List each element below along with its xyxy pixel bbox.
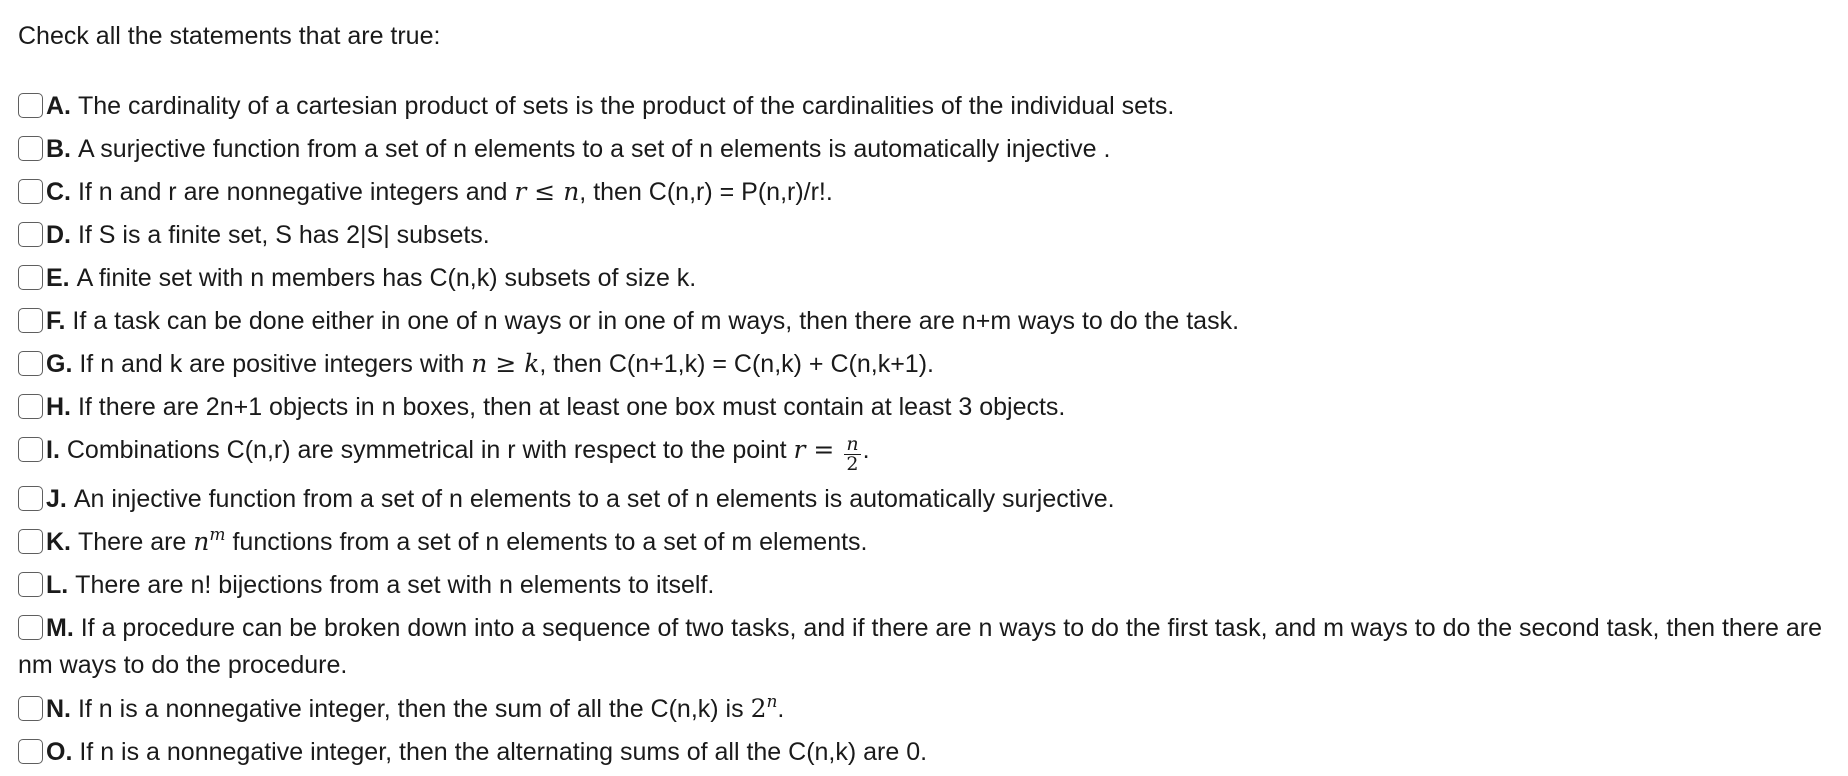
option-text: If n and r are nonnegative integers and (77, 178, 508, 206)
checkbox-l[interactable] (18, 572, 43, 597)
option-text: , then C(n,r) = P(n,r)/r!. (579, 178, 833, 206)
option-letter: G. (46, 350, 73, 378)
math-exponent: m (209, 525, 226, 545)
option-letter: M. (46, 614, 74, 642)
option-m[interactable] (18, 610, 1830, 684)
option-n[interactable] (18, 691, 1830, 727)
option-i[interactable] (18, 432, 1830, 474)
option-letter: K. (46, 528, 71, 556)
option-f[interactable] (18, 303, 1830, 339)
checkbox-d[interactable] (18, 222, 43, 247)
option-letter: F. (46, 307, 66, 335)
option-l[interactable] (18, 567, 1830, 603)
option-letter: O. (46, 738, 73, 766)
checkbox-b[interactable] (18, 136, 43, 161)
option-text: If a task can be done either in one of n ways or in one of m ways, then there are n+m ways to do the task. (72, 307, 1240, 335)
option-text: An injective function from a set of n elements to a set of n elements is automatically surjective. (73, 485, 1115, 513)
option-text: The cardinality of a cartesian product of sets is the product of the cardinalities of the individual sets. (77, 92, 1175, 120)
option-letter: J. (46, 485, 67, 513)
option-text: A finite set with n members has C(n,k) subsets of size k. (76, 264, 697, 292)
option-text: A surjective function from a set of n elements to a set of n elements is automatically injective . (77, 135, 1111, 163)
checkbox-m[interactable] (18, 615, 43, 640)
checkbox-o[interactable] (18, 739, 43, 764)
math-expression (793, 433, 863, 475)
option-b[interactable] (18, 131, 1830, 167)
option-text: If n is a nonnegative integer, then the alternating sums of all the C(n,k) are 0. (79, 738, 928, 766)
math-var: r (514, 177, 527, 206)
option-text: If n and k are positive integers with (79, 350, 465, 378)
checkbox-e[interactable] (18, 265, 43, 290)
math-operator: = (813, 435, 835, 464)
question-prompt: Check all the statements that are true: (18, 22, 441, 50)
option-j[interactable] (18, 481, 1830, 517)
option-text: . (862, 436, 870, 464)
option-letter: I. (46, 436, 60, 464)
math-expression (471, 349, 539, 378)
math-var: r (793, 435, 806, 464)
option-letter: L. (46, 571, 69, 599)
option-text: . (777, 695, 785, 723)
option-c[interactable] (18, 174, 1830, 210)
math-base: n (193, 527, 210, 556)
option-text: functions from a set of n elements to a set of m elements. (232, 528, 868, 556)
option-a[interactable] (18, 88, 1830, 124)
fraction-denominator: 2 (846, 453, 859, 475)
checkbox-h[interactable] (18, 394, 43, 419)
math-exponent: n (766, 692, 778, 712)
checkbox-i[interactable] (18, 437, 43, 462)
option-letter: A. (46, 92, 71, 120)
checkbox-f[interactable] (18, 308, 43, 333)
option-o[interactable] (18, 734, 1830, 770)
math-var: k (524, 349, 540, 378)
math-var: n (563, 177, 580, 206)
checkbox-k[interactable] (18, 529, 43, 554)
option-text: There are n! bijections from a set with n elements to itself. (75, 571, 715, 599)
math-expression (193, 527, 225, 556)
option-text: If a procedure can be broken down into a sequence of two tasks, and if there are n ways to do the first task, and m ways to do the second task, then there are nm ways to do the procedure. (18, 614, 1823, 679)
option-g[interactable] (18, 346, 1830, 382)
option-letter: E. (46, 264, 70, 292)
math-var: n (471, 349, 488, 378)
math-operator: ≥ (495, 349, 517, 378)
checkbox-j[interactable] (18, 486, 43, 511)
math-expression (514, 177, 579, 206)
fraction-numerator: n (846, 433, 859, 455)
math-fraction (844, 435, 860, 474)
option-d[interactable] (18, 217, 1830, 253)
checkbox-n[interactable] (18, 696, 43, 721)
option-text: If n is a nonnegative integer, then the sum of all the C(n,k) is (77, 695, 744, 723)
math-base: 2 (750, 694, 767, 723)
options-list (18, 88, 1830, 770)
option-text: If there are 2n+1 objects in n boxes, then at least one box must contain at least 3 objects. (77, 393, 1066, 421)
option-letter: D. (46, 221, 71, 249)
option-letter: C. (46, 178, 71, 206)
option-text: , then C(n+1,k) = C(n,k) + C(n,k+1). (539, 350, 934, 378)
option-letter: H. (46, 393, 71, 421)
math-expression (751, 694, 778, 723)
option-k[interactable] (18, 524, 1830, 560)
option-text: There are (77, 528, 187, 556)
option-h[interactable] (18, 389, 1830, 425)
checkbox-g[interactable] (18, 351, 43, 376)
option-letter: N. (46, 695, 71, 723)
option-text: If S is a finite set, S has 2|S| subsets. (77, 221, 490, 249)
math-operator: ≤ (534, 177, 556, 206)
option-letter: B. (46, 135, 71, 163)
checkbox-c[interactable] (18, 179, 43, 204)
checkbox-a[interactable] (18, 93, 43, 118)
option-e[interactable] (18, 260, 1830, 296)
option-text: Combinations C(n,r) are symmetrical in r with respect to the point (66, 436, 787, 464)
